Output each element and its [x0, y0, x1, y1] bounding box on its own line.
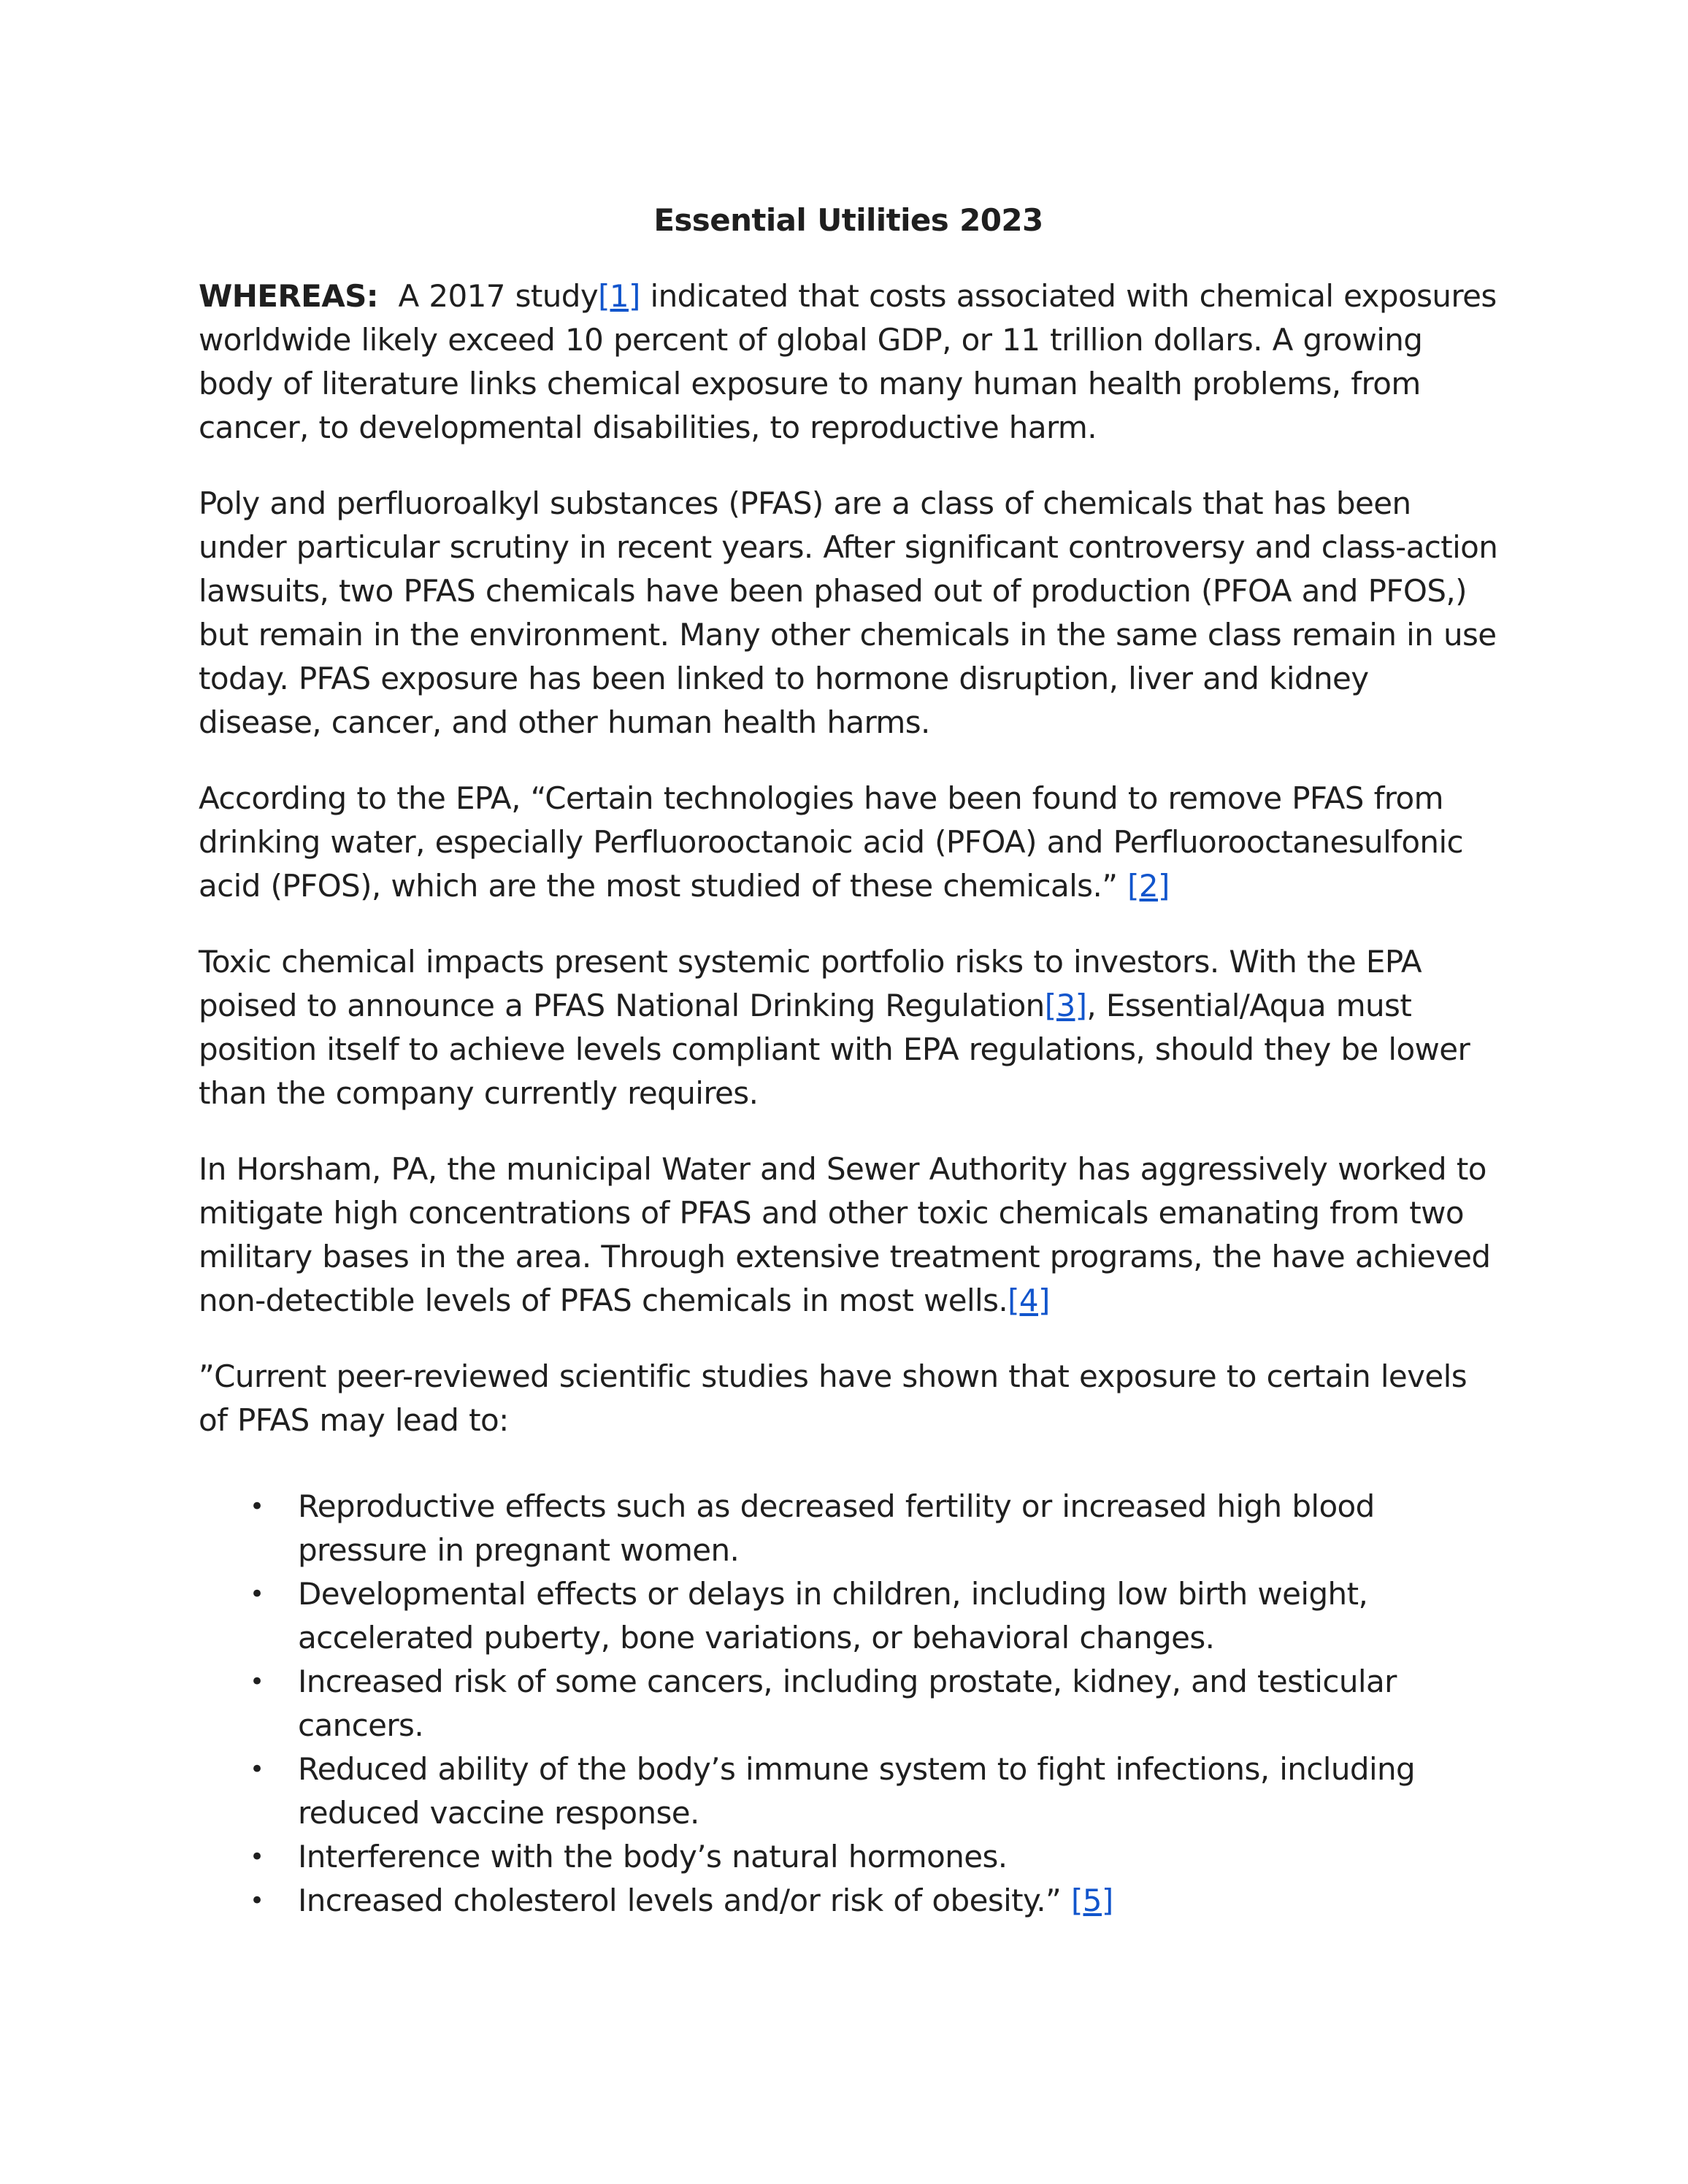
paragraph-whereas-text-a: A 2017 study	[398, 278, 599, 314]
list-item	[250, 1835, 1498, 1879]
paragraph-epa-quote	[199, 777, 1498, 908]
footnote-link-5[interactable]: [5]	[1070, 1883, 1113, 1918]
list-item-text: Increased cholesterol levels and/or risk of obesity.”	[298, 1883, 1071, 1918]
footnote-link-1[interactable]: [1]	[598, 278, 640, 314]
list-item	[250, 1572, 1498, 1660]
paragraph-portfolio-risk	[199, 940, 1498, 1115]
paragraph-whereas	[199, 274, 1498, 450]
paragraph-epa-quote-text: According to the EPA, “Certain technologies have been found to remove PFAS from drinking water, especially Perfluorooctanoic acid (PFOA) and Perfluorooctanesulfonic acid (PFOS), which are the most studied of these chemicals.”	[199, 780, 1464, 904]
whereas-label: WHEREAS:	[199, 278, 378, 314]
paragraph-horsham-text: In Horsham, PA, the municipal Water and Sewer Authority has aggressively worked to mitigate high concentrations of PFAS and other toxic chemicals emanating from two military bases in the area. Through extensive treatment programs, the have achieved non-detectible levels of PFAS chemicals in most wells.	[199, 1151, 1491, 1318]
list-item-text: Interference with the body’s natural hormones.	[298, 1839, 1008, 1875]
list-item-text: Reduced ability of the body’s immune system to fight infections, including reduced vaccine response.	[298, 1751, 1416, 1831]
list-item	[250, 1485, 1498, 1572]
list-item	[250, 1879, 1498, 1923]
bullet-icon: •	[250, 1492, 264, 1521]
list-item-text: Developmental effects or delays in children, including low birth weight, accelerated puberty, bone variations, or behavioral changes.	[298, 1576, 1368, 1656]
document-body	[199, 199, 1498, 1923]
paragraph-portfolio-risk-text-b: , Essential/Aqua must position itself to achieve levels compliant with EPA regulations, should they be lower than the company currently requires.	[199, 988, 1470, 1111]
paragraph-pfas-class: Poly and perfluoroalkyl substances (PFAS) are a class of chemicals that has been under particular scrutiny in recent years. After significant controversy and class-action lawsuits, two PFAS chemicals have been phased out of production (PFOA and PFOS,) but remain in the environment. Many other chemicals in the same class remain in use today. PFAS exposure has been linked to hormone disruption, liver and kidney disease, cancer, and other human health harms.	[199, 485, 1498, 740]
list-item	[250, 1747, 1498, 1835]
footnote-link-3[interactable]: [3]	[1044, 988, 1087, 1023]
bullet-icon: •	[250, 1580, 264, 1609]
bullet-icon: •	[250, 1755, 264, 1784]
footnote-link-2[interactable]: [2]	[1127, 868, 1170, 904]
paragraph-portfolio-risk-text-a: Toxic chemical impacts present systemic portfolio risks to investors. With the EPA poised to announce a PFAS National Drinking Regulation	[199, 944, 1422, 1023]
list-item	[250, 1660, 1498, 1747]
paragraph-whereas-text-b: indicated that costs associated with chemical exposures worldwide likely exceed 10 percent of global GDP, or 11 trillion dollars. A growing body of literature links chemical exposure to many human health problems, from cancer, to developmental disabilities, to reproductive harm.	[199, 278, 1497, 445]
paragraph-studies-intro: ”Current peer-reviewed scientific studies have shown that exposure to certain levels of PFAS may lead to:	[199, 1358, 1468, 1438]
list-item-text: Reproductive effects such as decreased fertility or increased high blood pressure in pregnant women.	[298, 1488, 1375, 1568]
bullet-icon: •	[250, 1842, 264, 1872]
bullet-icon: •	[250, 1886, 264, 1915]
list-item-text: Increased risk of some cancers, including prostate, kidney, and testicular cancers.	[298, 1664, 1397, 1743]
document-title: Essential Utilities 2023	[653, 202, 1043, 238]
health-effects-list	[199, 1485, 1498, 1923]
bullet-icon: •	[250, 1667, 264, 1696]
paragraph-horsham	[199, 1147, 1498, 1323]
footnote-link-4[interactable]: [4]	[1008, 1283, 1050, 1318]
